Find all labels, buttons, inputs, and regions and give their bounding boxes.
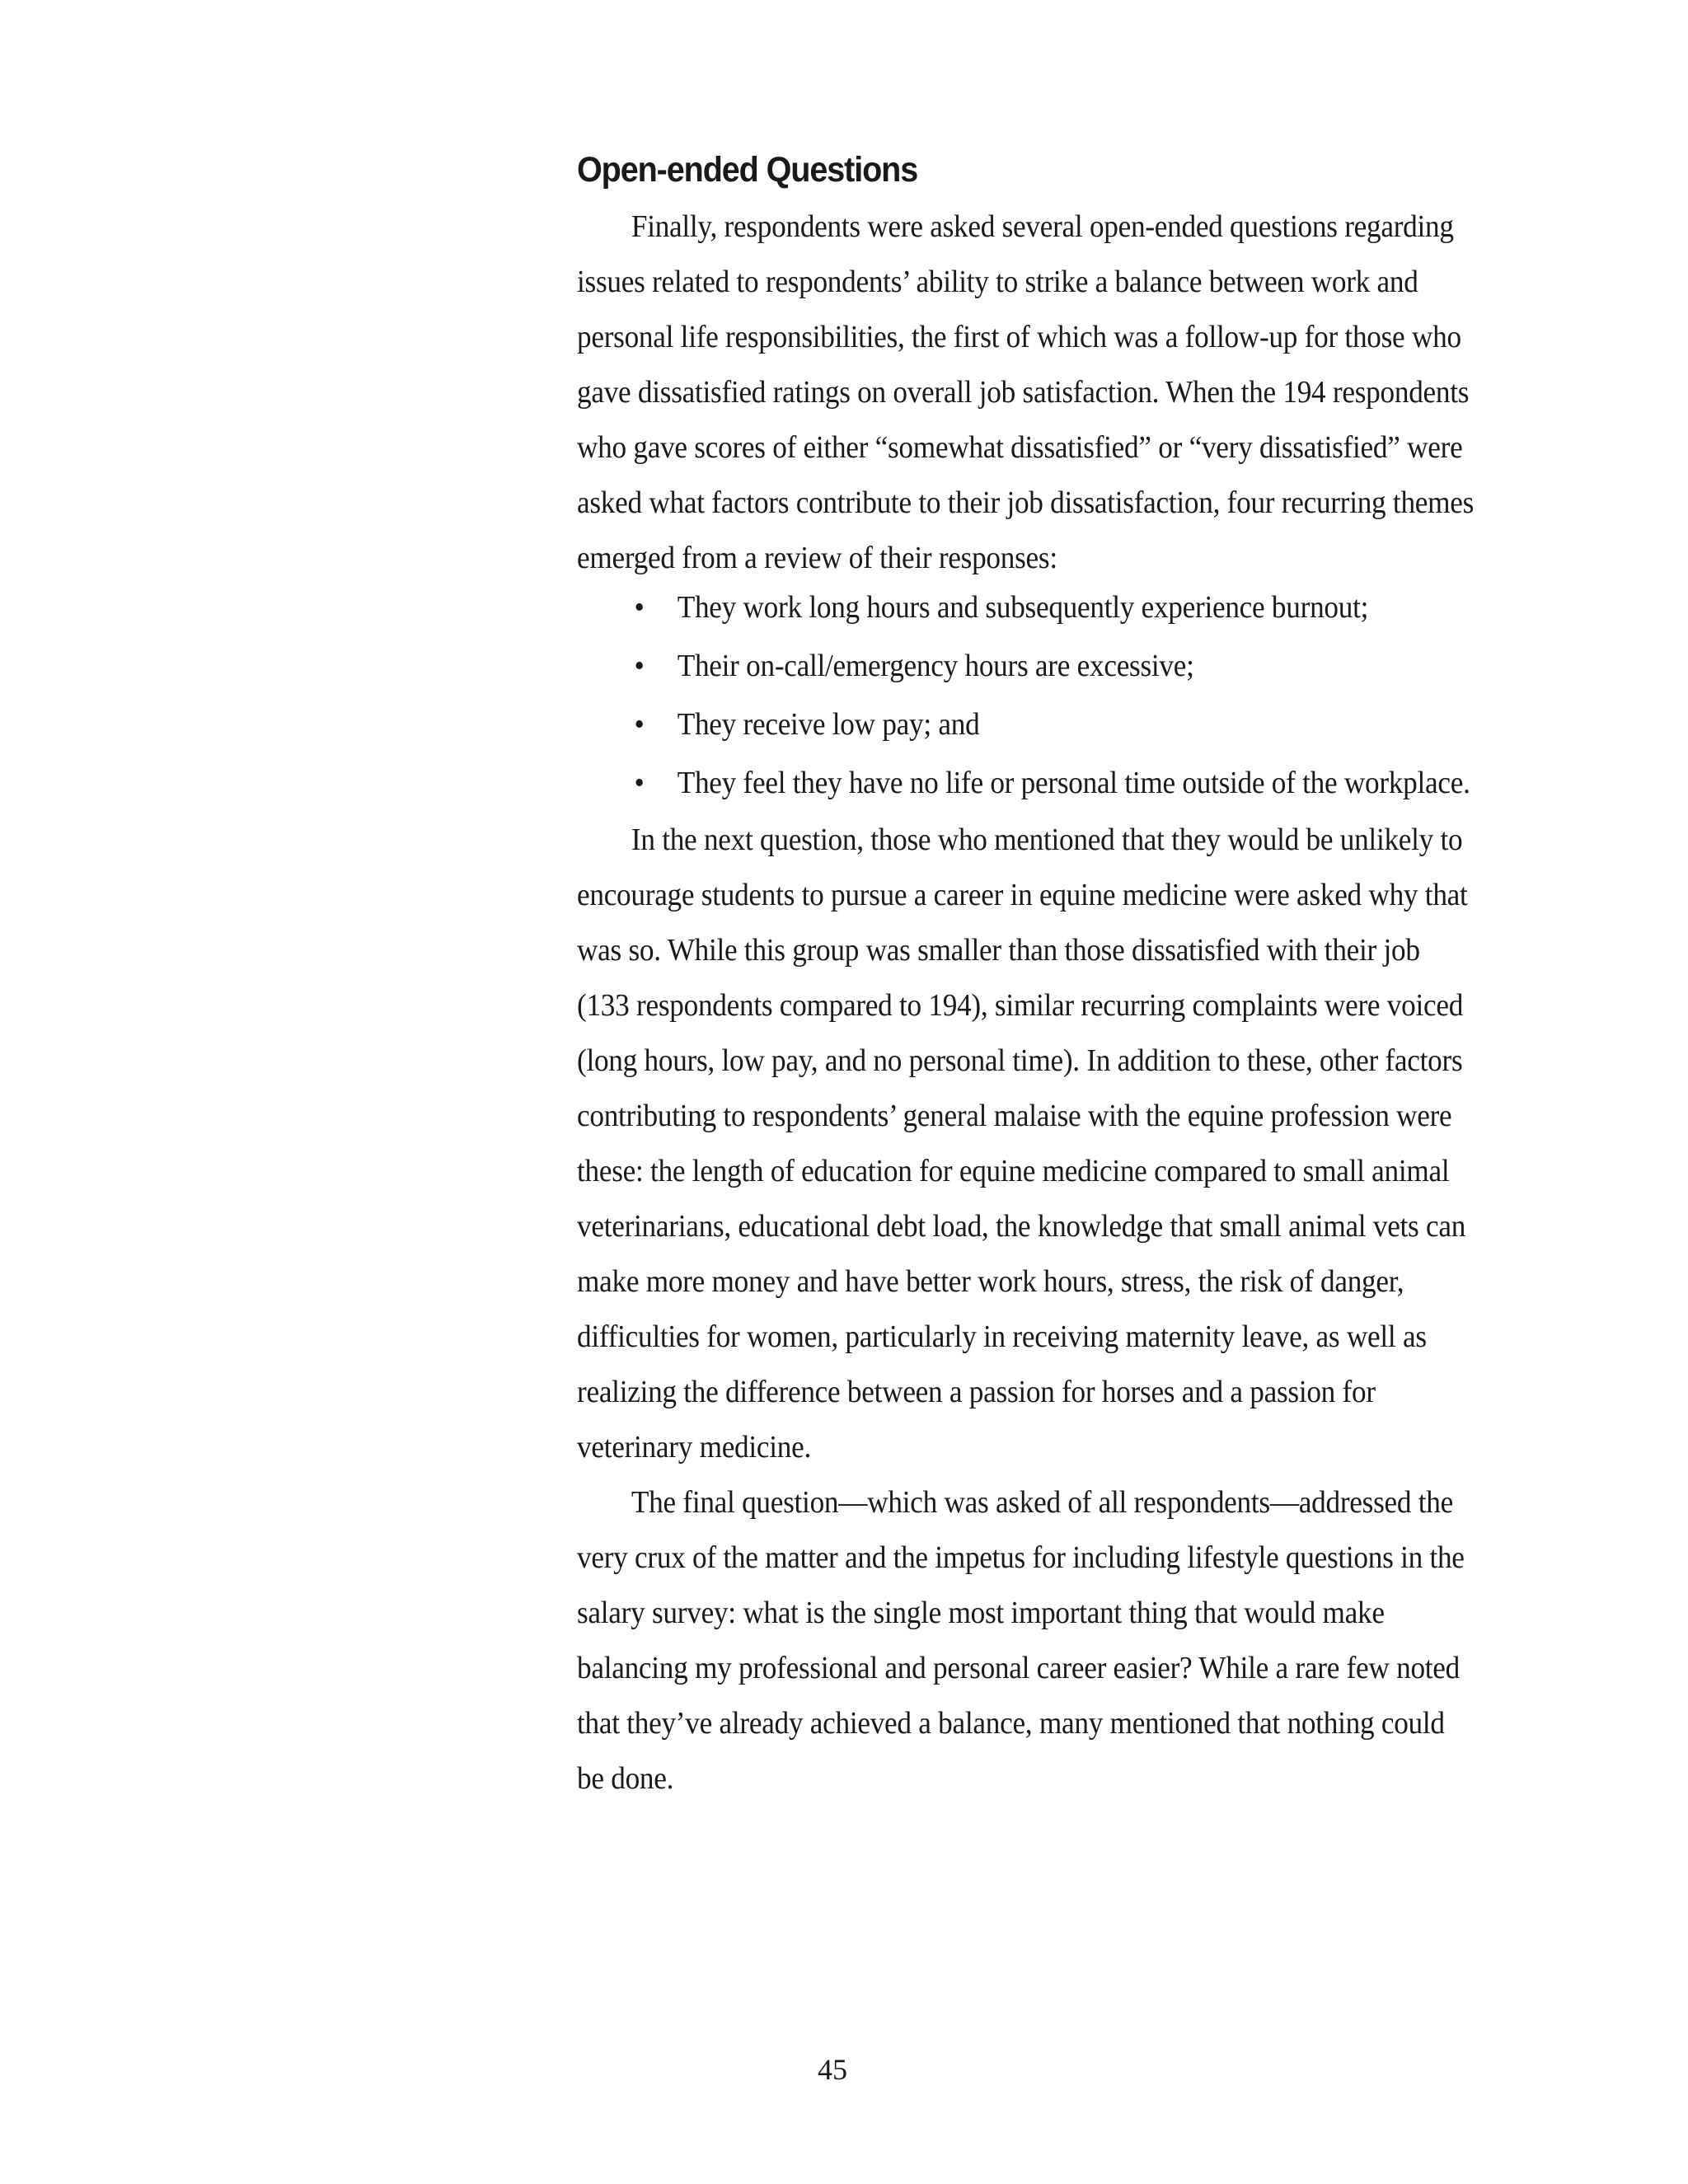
bullet-icon: • [634, 766, 645, 800]
page-number: 45 [818, 2053, 847, 2086]
bullet-text: Their on-call/emergency hours are excessive; [677, 649, 1194, 683]
bullet-text: They feel they have no life or personal time outside of the workplace. [677, 766, 1470, 800]
section-heading: Open-ended Questions [577, 150, 918, 190]
bullet-icon: • [634, 649, 645, 683]
bullet-icon: • [634, 707, 645, 742]
bullet-item [577, 706, 1578, 743]
bullet-item [577, 589, 1578, 626]
bullet-icon: • [634, 590, 645, 625]
bullet-list [577, 589, 1484, 801]
page-content [577, 147, 1484, 1807]
bullet-text: They work long hours and subsequently experience burnout; [677, 590, 1369, 625]
body-paragraph-final-question: The final question—which was asked of all respondents—addressed the very crux of the matter and the impetus for including lifestyle questions in the salary survey: what is the single most important thing that would make balancing my professional and personal career easier? While a rare few noted that they’ve already achieved a balance, many mentioned that nothing could be done. [577, 1485, 1465, 1796]
bullet-item [577, 765, 1578, 801]
bullet-text: They receive low pay; and [677, 707, 980, 742]
body-paragraph-next-question: In the next question, those who mentioned that they would be unlikely to encourage students to pursue a career in equine medicine were asked why that was so. While this group was smaller than those dissatisfied with their job (133 respondents compared to 194), similar recurring complaints were voiced (long hours, low pay, and no personal time). In addition to these, other factors contributing to respondents’ general malaise with the equine profession were these: the length of education for equine medicine compared to small animal veterinarians, educational debt load, the knowledge that small animal vets can make more money and have better work hours, stress, the risk of danger, difficulties for women, particularly in receiving maternity leave, as well as realizing the difference between a passion for horses and a passion for veterinary medicine. [577, 823, 1468, 1465]
bullet-item [577, 648, 1578, 684]
body-paragraph-intro: Finally, respondents were asked several open-ended questions regarding issues related to respondents’ ability to strike a balance between work and personal life responsibilities, the first of which was a follow-up for those who gave dissatisfied ratings on overall job satisfaction. When the 194 respondents who gave scores of either “somewhat dissatisfied” or “very dissatisfied” were asked what factors contribute to their job dissatisfaction, four recurring themes emerged from a review of their responses: [577, 209, 1475, 575]
